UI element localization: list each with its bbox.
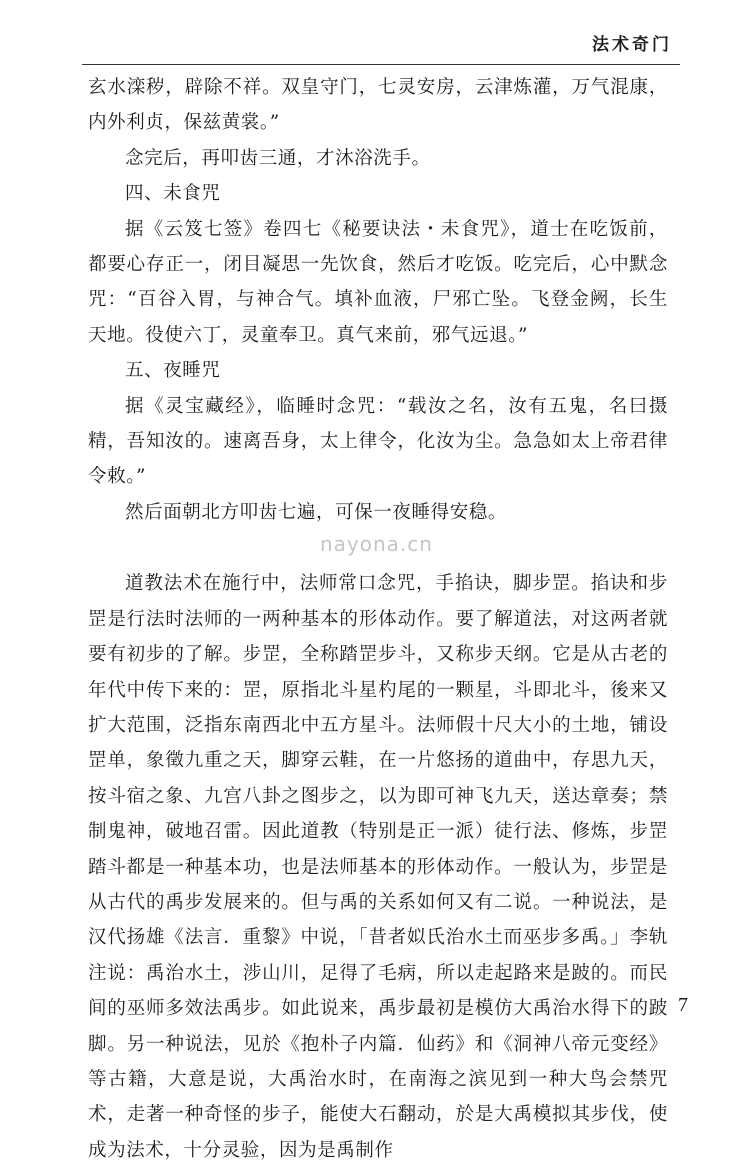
header-rule — [82, 64, 680, 65]
paragraph: 据《云笈七签》卷四七《秘要诀法・未食咒》，道士在吃饭前，都要心存正一，闭目凝思一先饮食，然后才吃饭。吃完后，心中默念咒：“百谷入胃，与神合气。填补血液，尸邪亡坠。飞登金阙，长生天地。役使六丁，灵童奉卫。真气来前，邪气远退。” — [88, 218, 668, 346]
body-text — [88, 70, 668, 1168]
paragraph: 然后面朝北方叩齿七遍，可保一夜睡得安稳。 — [125, 501, 508, 523]
paragraph: 据《灵宝藏经》，临睡时念咒：“载汝之名，汝有五鬼，名曰摄精，吾知汝的。速离吾身，太上律令，化汝为尘。急急如太上帝君律令敕。” — [88, 395, 668, 488]
section-heading: 五、夜睡咒 — [125, 360, 221, 382]
paragraph: 玄水滦秽，辟除不祥。双皇守门，七灵安房，云津炼灌，万气混康，内外利贞，保兹黄裳。” — [88, 77, 668, 134]
page-number: 7 — [678, 994, 688, 1016]
paragraph: 道教法术在施行中，法师常口念咒，手掐诀，脚步罡。掐诀和步罡是行法时法师的一两种基本的形体动作。要了解道法，对这两者就要有初步的了解。步罡，全称踏罡步斗，又称步天纲。它是从古老的年代中传下来的：罡，原指北斗星杓尾的一颗星，斗即北斗，後来又扩大范围，泛指东南西北中五方星斗。法师假十尺大小的土地，铺设罡单，象徵九重之天，脚穿云鞋，在一片悠扬的道曲中，存思九天，按斗宿之象、九宫八卦之图步之，以为即可神飞九天，送达章奏；禁制鬼神，破地召雷。因此道教（特别是正一派）徒行法、修炼，步罡踏斗都是一种基本功，也是法师基本的形体动作。一般认为，步罡是从古代的禹步发展来的。但与禹的关系如何又有二说。一种说法，是汉代扬雄《法言．重黎》中说，「昔者姒氏治水土而巫步多禹。」李轨注说：禹治水土，涉山川，足得了毛病，所以走起路来是跛的。而民间的巫师多效法禹步。如此说来，禹步最初是模仿大禹治水得下的跛脚。另一种说法，见於《抱朴子内篇．仙药》和《洞神八帝元变经》等古籍，大意是说，大禹治水时，在南海之滨见到一种大鸟会禁咒术，走著一种奇怪的步子，能使大石翻动，於是大禹模拟其步伐，使成为法术，十分灵验，因为是禹制作 — [88, 573, 668, 1161]
watermark: nayona.cn — [320, 532, 433, 556]
running-title: 法术奇门 — [592, 35, 672, 55]
paragraph: 念完后，再叩齿三通，才沐浴洗手。 — [125, 147, 431, 169]
section-heading: 四、未食咒 — [125, 183, 221, 205]
